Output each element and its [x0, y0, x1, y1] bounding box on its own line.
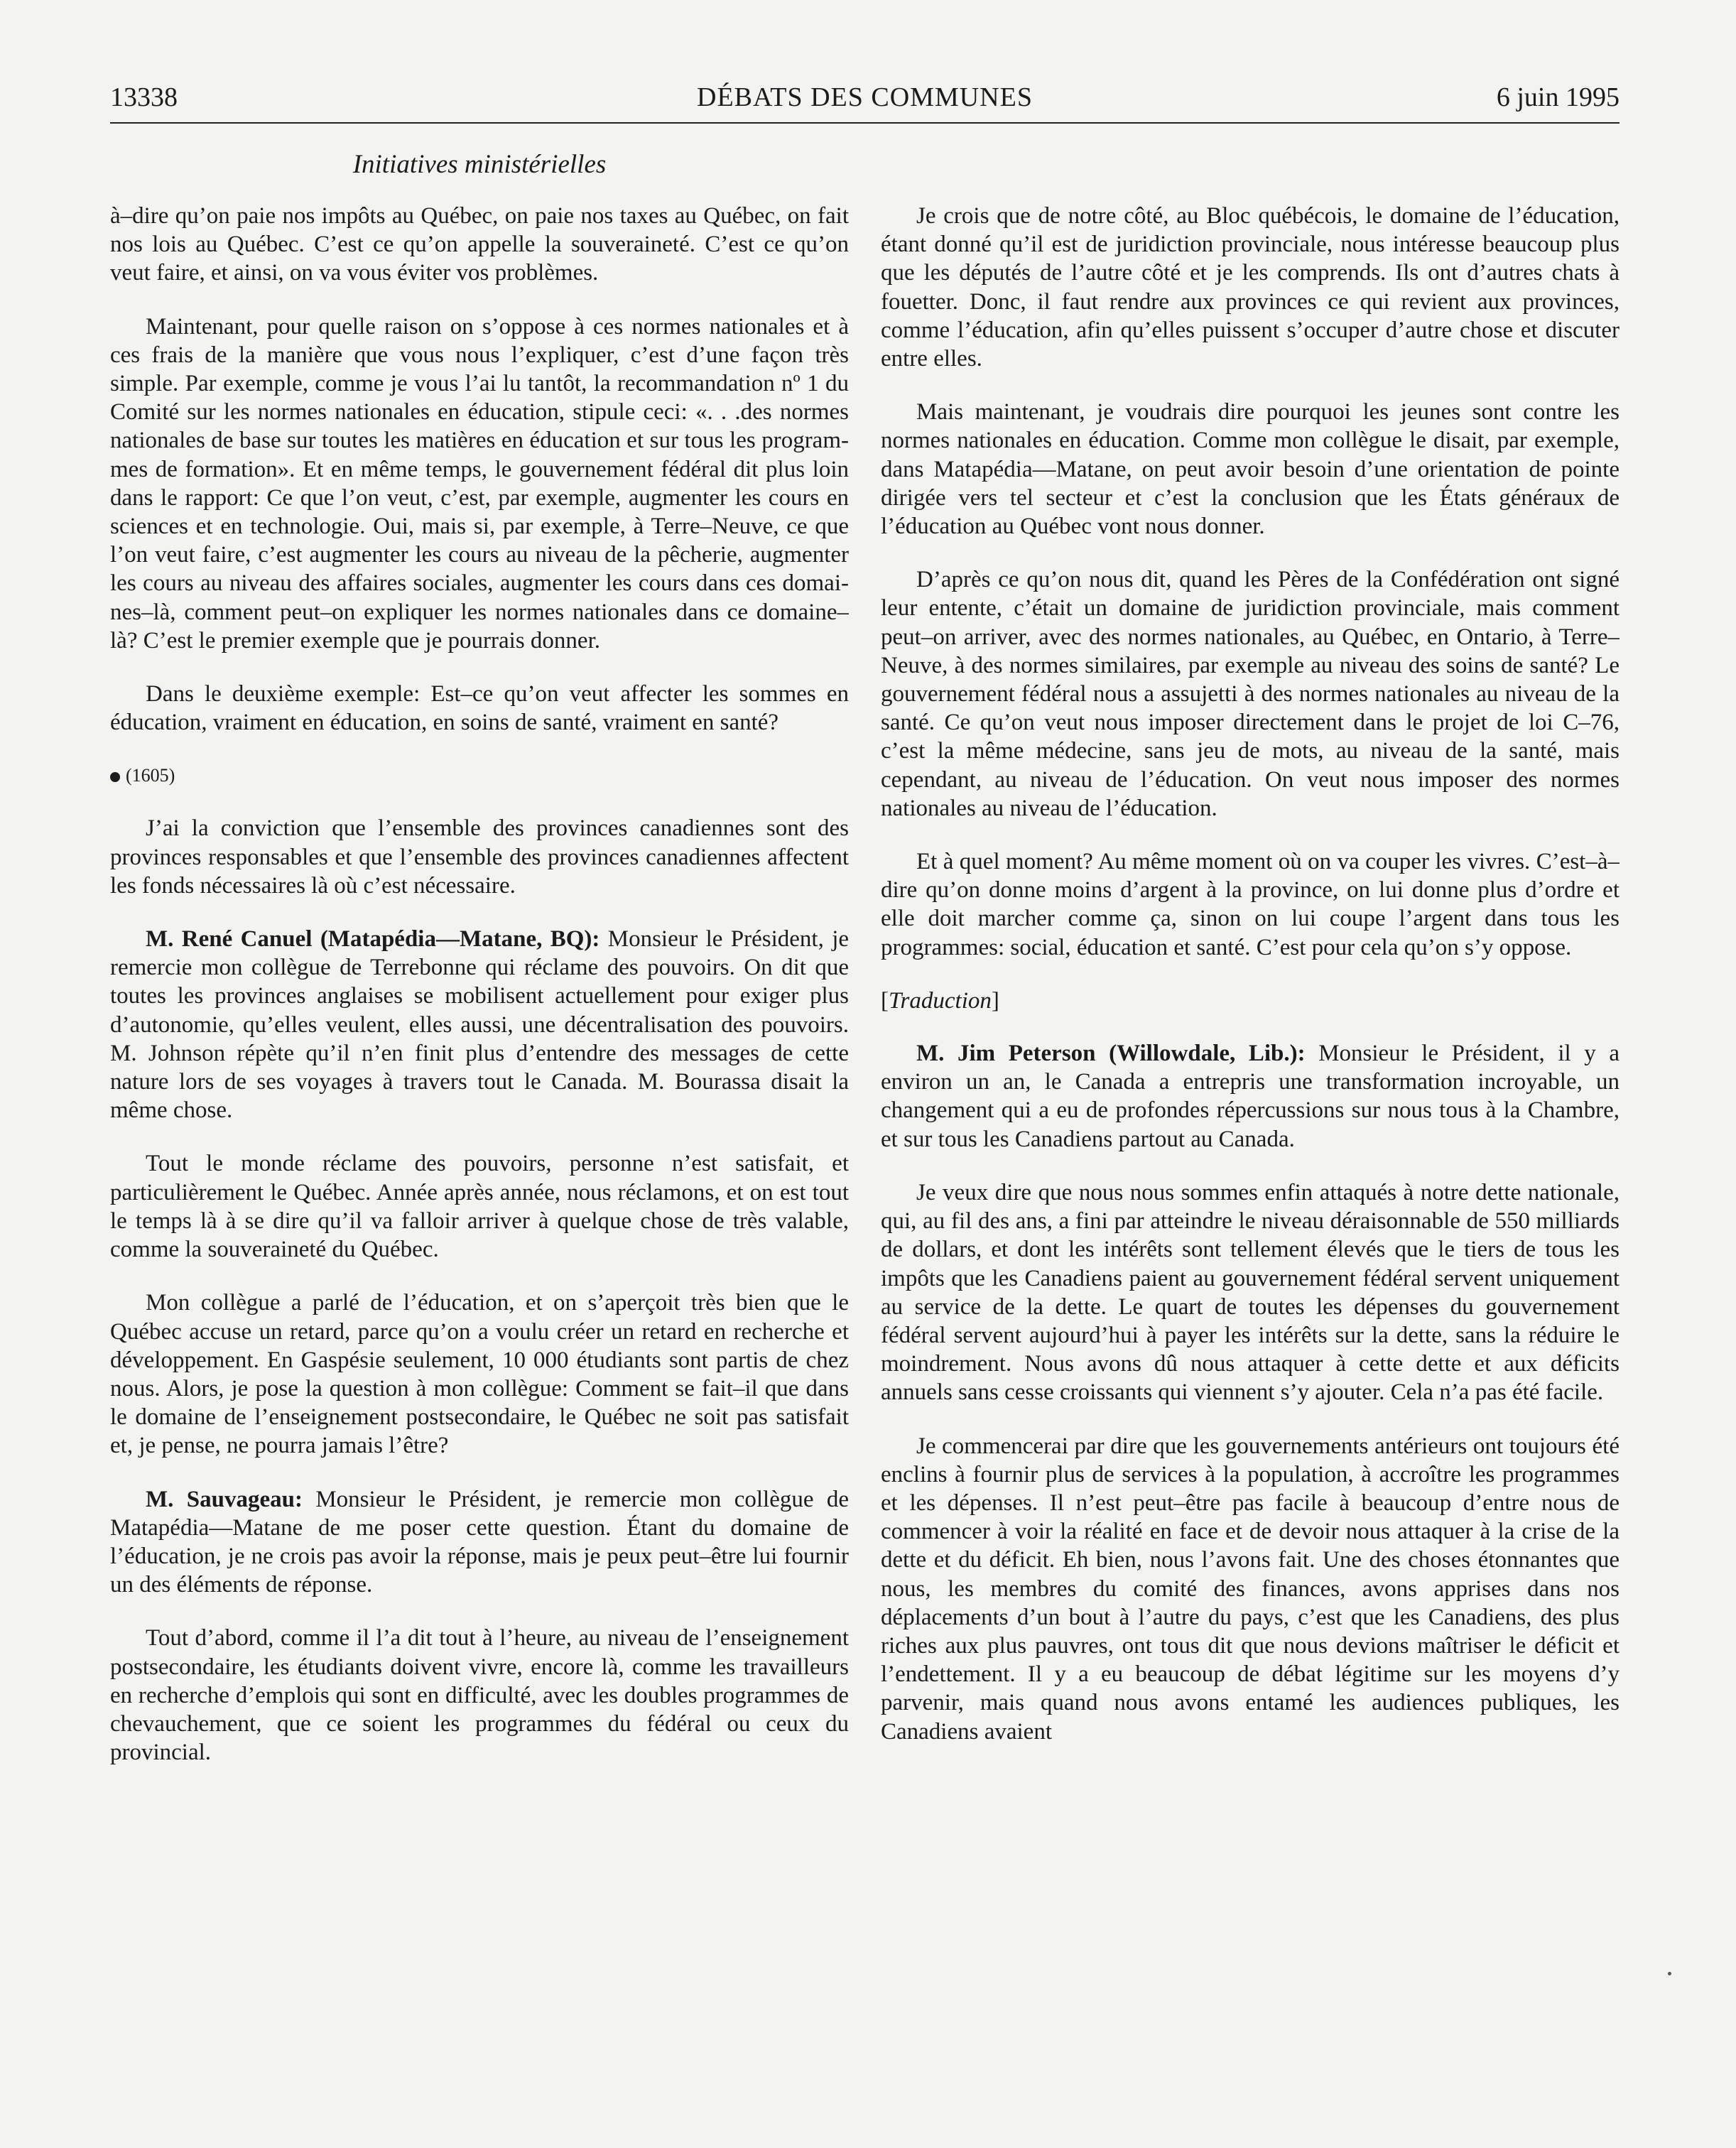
speech-text: Monsieur le Président, je remercie mon collègue de Terrebonne qui réclame des pouvoirs. On dit que toutes les provinces anglaises se mobilisent actuellement pour exiger plus d’autonomie, qu’elles veulent, elles aussi, une décentralisation des pouvoirs. M. Johnson répète qu’il n’en finit plus d’entendre des messages de cette nature lors de ses voyages à travers tout le Canada. M. Bourassa disait la même chose.: [110, 926, 849, 1124]
left-column: [110, 202, 849, 2041]
speech: [881, 1039, 1620, 1154]
speaker-name: M. Sauvageau:: [146, 1486, 303, 1512]
publication-title: DÉBATS DES COMMUNES: [697, 82, 1033, 112]
speech: [110, 925, 849, 1124]
paragraph: Et à quel moment? Au même moment où on va couper les vivres. C’est–à–dire qu’on donne moins d’argent à la province, on lui donne plus d’ordre et elle doit marcher comme ça, sinon on lui coupe l’argent dans tous les programmes: social, éducation et santé. C’est pour cela qu’on s’y oppose.: [881, 849, 1620, 960]
paragraph: Mon collègue a parlé de l’éducation, et on s’aperçoit très bien que le Québec accuse un retard, parce qu’on a voulu créer un retard en recherche et développement. En Gaspésie seulement, 10 000 étudiants sont partis de chez nous. Alors, je pose la question à mon collègue: Comment se fait–il que dans le domaine de l’enseignement postsecondaire, le Québec ne soit pas satisfait et, je pense, ne pourra jamais l’être?: [110, 1290, 849, 1459]
publication-date: 6 juin 1995: [1496, 82, 1620, 112]
bracket-open: [: [881, 987, 889, 1014]
speech-text: Monsieur le Président, il y a environ un an, le Canada a entrepris une transformation incroyable, un changement qui a eu de profondes répercussions sur nous tous à la Chambre, et sur tous les Canadiens partout au Canada.: [881, 1041, 1620, 1152]
paragraph: Mais maintenant, je voudrais dire pourquoi les jeunes sont contre les normes nationales en éducation. Comme mon collègue le disait, par exemple, dans Matapédia—Matane, on peut avoir besoin d’une orientation de pointe dirigée vers tel secteur et c’est la conclusion que les États généraux de l’éducation au Québec vont nous donner.: [881, 399, 1620, 540]
speech: [110, 1485, 849, 1600]
paragraph: Tout d’abord, comme il l’a dit tout à l’heure, au niveau de l’enseignement postsecondaire, les étudiants doivent vivre, encore là, comme les travailleurs en recherche d’emplois qui sont en difficulté, avec les doubles programmes de chevauchement, que ce soient les programmes du fédéral ou ceux du provincial.: [110, 1625, 849, 1766]
paragraph: Je crois que de notre côté, au Bloc québécois, le domaine de l’éducation, étant donné qu’il est de juridiction provinciale, nous intéresse beaucoup plus que les députés de l’autre côté et je les comprends. Ils ont d’autres chats à fouetter. Donc, il faut rendre aux provinces ce qui revient aux provinces, comme l’éducation, afin qu’elles puissent s’occuper d’autre chose et discuter entre elles.: [881, 203, 1620, 372]
paragraph: Dans le deuxième exemple: Est–ce qu’on veut affecter les sommes en éducation, vraiment en éducation, en soins de santé, vraiment en santé?: [110, 681, 849, 736]
speech-text: Monsieur le Président, je remercie mon collègue de Matapédia—Matane de me poser cette question. Étant du domaine de l’éducation, je ne crois pas avoir la réponse, mais je peux peut–être lui fournir un des éléments de réponse.: [110, 1486, 849, 1598]
speaker-name: M. René Canuel (Matapédia—Matane, BQ):: [146, 926, 600, 953]
time-stamp-text: (1605): [126, 765, 175, 786]
page-header: [110, 80, 1620, 122]
section-title: Initiatives ministérielles: [352, 150, 607, 179]
paragraph: Maintenant, pour quelle raison on s’oppose à ces normes nationales et à ces frais de la manière que vous nous l’expliquer, c’est d’une façon très simple. Par exemple, comme je vous l’ai lu tantôt, la recommandation nº 1 du Comité sur les normes nationales en éducation, stipule ceci: «. . .des normes nationales de base sur toutes les matières en éducation et sur tous les programmes de formation». Et en même temps, le gouvernement fédéral dit plus loin dans le rapport: Ce que l’on veut, c’est, par exemple, augmenter les cours en sciences et en technologie. Oui, mais si, par exemple, à Terre–Neuve, ce que l’on veut faire, c’est augmenter les cours au niveau de la pêcherie, augmenter les cours au niveau des affaires sociales, augmenter les cours dans ces domaines–là, comment peut–on expliquer les normes nationales dans ce domaine–là? C’est le premier exemple que je pourrais donner.: [110, 313, 849, 653]
paragraph: Je veux dire que nous nous sommes enfin attaqués à notre dette nationale, qui, au fil des ans, a fini par atteindre le niveau déraisonnable de 550 milliards de dollars, et dont les intérêts sont tellement élevés que le tiers de tous les impôts que les Canadiens paient au gouvernement fédéral servent uniquement au service de la dette. Le quart de toutes les dépenses du gouvernement fédéral servent aujourd’hui à payer les intérêts sur la dette, sans la réduire le moindrement. Nous avons dû nous attaquer à cette dette et aux déficits annuels sans cesse croissants qui viennent s’y ajouter. Cela n’a pas été facile.: [881, 1179, 1620, 1406]
paragraph: Je commencerai par dire que les gouvernements antérieurs ont toujours été enclins à fournir plus de services à la population, à accroître les programmes et les dépenses. Il n’est peut–être pas facile à beaucoup d’entre nous de commencer à voir la réalité en face et de devoir nous attaquer à la crise de la dette et du déficit. Eh bien, nous l’avons fait. Une des choses étonnantes que nous, les membres du comité des finances, avons apprises dans nos déplacements d’un bout à l’autre du pays, c’est que les Canadiens, des plus riches aux plus pauvres, ont tous dit que nous devions maîtriser le déficit et l’endettement. Il y a eu beaucoup de débat légitime sur les moyens d’y parvenir, mais quand nous avons entamé les audiences publiques, les Canadiens avaient: [881, 1433, 1620, 1745]
header-rule: [110, 122, 1620, 124]
bracket-close: ]: [991, 987, 999, 1014]
paragraph: à–dire qu’on paie nos impôts au Québec, on paie nos taxes au Québec, on fait nos lois au Québec. C’est ce qu’on appelle la souveraineté. C’est ce qu’on veut faire, et ainsi, on va vous éviter vos problèmes.: [110, 203, 849, 286]
paragraph: J’ai la conviction que l’ensemble des provinces canadiennes sont des provinces responsables et que l’ensemble des provinces canadiennes affectent les fonds nécessaires là où c’est nécessaire.: [110, 815, 849, 899]
page-number: 13338: [110, 82, 178, 112]
paragraph: Tout le monde réclame des pouvoirs, personne n’est satisfait, et particulièrement le Québec. Année après année, nous réclamons, et on est tout le temps là à se dire qu’il va falloir arriver à quelque chose de très valable, comme la souveraineté du Québec.: [110, 1151, 849, 1263]
speaker-name: M. Jim Peterson (Willowdale, Lib.):: [916, 1041, 1306, 1067]
time-stamp: [110, 761, 849, 790]
right-column: [881, 202, 1620, 2041]
translation-label: Traduction: [889, 987, 992, 1014]
bullet-icon: [110, 772, 120, 782]
paragraph: D’après ce qu’on nous dit, quand les Pères de la Confédération ont signé leur entente, c’était un domaine de juridiction provinciale, mais comment peut–on arriver, avec des normes nationales, au Québec, en Ontario, à Terre–Neuve, à des normes similaires, par exemple au niveau des soins de santé? Le gouvernement fédéral nous a assujetti à des normes nationales au niveau de la santé. Ce qu’on veut nous imposer directement dans le projet de loi C–76, c’est la même médecine, sans jeu de mots, au niveau de la santé, mais cependant, au niveau de l’éducation. On veut nous imposer des normes nationales au niveau de l’éducation.: [881, 567, 1620, 821]
scan-speck: [1668, 1972, 1671, 1975]
translation-marker: [881, 987, 1620, 1015]
